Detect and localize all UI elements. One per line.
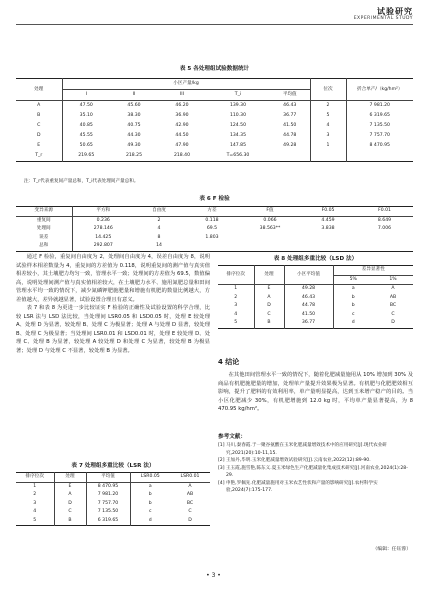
table8-cell: 2 — [218, 294, 254, 303]
table6-header-cell: 方差 — [184, 207, 240, 217]
table6-header-cell: F0.01 — [356, 207, 413, 217]
table-row — [16, 500, 210, 509]
table5-note: 注：T_r代表重复间产量总和，T_i代表处理间产量总和。 — [24, 179, 139, 184]
table7-header-cell: LSR0.01 — [170, 473, 210, 483]
table6-cell: 0.066 — [263, 217, 277, 223]
table6-cell: 处理间 — [16, 225, 72, 234]
journal-section-title-en: EXPERIMENTAL STUDY — [353, 16, 413, 21]
table-row — [218, 311, 413, 320]
table8-cell: 3 — [218, 302, 254, 311]
table8-cell: 36.77 — [284, 319, 333, 328]
reference-item: [4] 申艳,罗佩先.化肥减量施用对玉米农艺性状和产量的影响研究[J].农村科学实验,2024(7):175-177. — [218, 480, 378, 493]
table7 — [16, 472, 210, 526]
table7-cell: E — [54, 482, 86, 491]
table7-header-cell: 平均值 — [86, 473, 130, 483]
table-row — [16, 234, 413, 243]
table6-cell: 7.006 — [377, 226, 392, 231]
table5-cell: 218.25 — [125, 153, 143, 158]
table7-cell: d — [148, 517, 152, 523]
table5-cell: 47.90 — [175, 143, 189, 148]
table7-cell: 2 — [16, 491, 54, 500]
table5-cell: 7 757.70 — [369, 133, 390, 138]
reference-item: [1] 马川,秦春霞.于一聚谷氨酸在玉米化肥减量增效技术中的应用研究[J].现代农业研究,2021(20):10-11,15. — [218, 443, 387, 456]
table5-header-cell: III — [158, 90, 206, 101]
table7-cell: 6 319.65 — [86, 517, 130, 526]
table7-caption: 表 7 处理组多重比较（LSR 法） — [71, 463, 155, 469]
table6-cell: 292.807 — [93, 243, 113, 248]
table-row — [16, 141, 413, 151]
table7-header-cell: 处理 — [54, 473, 86, 483]
table5-cell: 110.30 — [229, 113, 247, 118]
table6-cell — [240, 234, 300, 243]
table5 — [16, 78, 413, 162]
table-row — [16, 482, 210, 491]
table7-cell: C — [188, 509, 192, 514]
table6 — [16, 206, 413, 252]
table7-cell: 7 981.20 — [86, 491, 130, 500]
table7-cell: B — [54, 517, 86, 526]
table5-cell: 41.50 — [270, 121, 310, 131]
table7-cell: AB — [186, 492, 194, 497]
table6-cell: 14 — [156, 243, 162, 248]
table7-cell: BC — [186, 500, 194, 506]
table5-cell: 7 981.20 — [369, 103, 390, 108]
table-row — [16, 151, 413, 162]
table-row — [218, 294, 413, 303]
editor-note: （编辑：任钰蓉） — [372, 547, 411, 552]
table8-cell: C — [391, 311, 395, 317]
table5-cell: 42.90 — [175, 123, 189, 128]
table6-cell — [300, 234, 356, 243]
table8-cell: A — [254, 294, 284, 303]
table-row — [16, 101, 413, 112]
table8-cell: D — [254, 302, 284, 311]
table5-caption: 表 5 各处理组试验数据统计 — [179, 66, 250, 72]
table5-cell: 44.78 — [270, 131, 310, 141]
table6-cell: 3.838 — [321, 226, 335, 231]
reference-item: [2] 王加丹,毕明.玉米化肥减量增效试验研究[J].云南农业,2022(12):89-90. — [218, 458, 371, 463]
table6-cell: 1.803 — [205, 234, 219, 240]
table5-cell: D — [16, 131, 62, 141]
table8-header-cell: 5% — [333, 275, 373, 285]
table5-header-cell: 处理 — [16, 79, 62, 101]
table5-cell: 7 135.50 — [369, 123, 390, 128]
page-number: • 3 • — [206, 572, 221, 579]
table8-cell: 1 — [218, 285, 254, 294]
table5-cell: C — [16, 121, 62, 131]
table5-header-cell: T_i — [206, 90, 270, 101]
table8-caption: 表 8 处理组多重比较（LSD 法） — [273, 256, 358, 262]
table8-cell: 4 — [218, 311, 254, 320]
table5-cell — [310, 151, 346, 162]
table7-cell: D — [54, 500, 86, 509]
table-row — [16, 216, 413, 225]
table8-cell: c — [351, 311, 355, 317]
table6-cell: 2 — [157, 217, 161, 223]
paragraph: 通过 F 检验，重复间自由度为 2，处理间自由度为 4，误差自由度为 8，说明试验样本相差数量为 4，重复间的方差值为 0.118，说明重复间的测产值与真实值相差较小，其土壤肥力均匀一致，管理水平一致；处理间的方差值为 69.5，数值偏高，说明处理间测产值与真实值相差较大，在土壤肥力水平、施用氮肥总量和田间管理水平均一致的情况下，减少氮磷钾肥施肥量和增施有机肥的数量比例越大，方差值越大，差异就越显著，试验设置合理且有意义。 — [16, 254, 210, 303]
table5-cell: 147.85 — [229, 143, 247, 148]
table7-cell: D — [188, 517, 192, 523]
table6-cell: 总和 — [16, 242, 72, 251]
table5-cell: 1 — [310, 141, 346, 151]
table8-cell: 46.43 — [284, 294, 333, 303]
table7-cell: 4 — [16, 508, 54, 517]
table8-cell: d — [351, 320, 355, 325]
table6-cell: 4.459 — [321, 217, 335, 223]
table5-cell: 2 — [310, 101, 346, 112]
table8-group-header: 差异显著性 — [333, 266, 413, 276]
table5-header-cell: 折合单产/（kg/hm²） — [346, 79, 413, 101]
table5-cell: 134.35 — [229, 133, 247, 138]
table5-header-cell: 位次 — [310, 79, 346, 101]
table5-header-cell: 平均值 — [270, 90, 310, 101]
table-row — [16, 508, 210, 517]
table5-cell: 219.65 — [78, 153, 95, 158]
table7-header-cell: 排序位次 — [16, 473, 54, 483]
table7-cell: 5 — [16, 517, 54, 526]
table5-cell: 4 — [310, 121, 346, 131]
table5-cell — [346, 151, 413, 162]
table-row — [16, 131, 413, 141]
table6-cell: 4 — [157, 226, 161, 231]
table6-cell: 38.563** — [259, 226, 281, 231]
table7-header-cell: LSR0.05 — [130, 473, 170, 483]
table6-cell: 8.649 — [377, 217, 392, 223]
table5-cell: 36.90 — [175, 113, 189, 118]
table5-cell: 3 — [310, 131, 346, 141]
table-row — [16, 225, 413, 234]
table7-cell: 3 — [16, 500, 54, 509]
table5-cell: 50.65 — [79, 143, 93, 148]
table5-cell — [270, 151, 310, 162]
table6-header-cell: F值 — [240, 207, 300, 217]
table5-cell: 5 — [310, 111, 346, 121]
table5-cell: A — [16, 101, 62, 112]
table5-header-cell: I — [62, 90, 110, 101]
table7-cell: A — [188, 483, 192, 489]
table-row — [16, 242, 413, 251]
table5-cell: 8 470.95 — [369, 143, 390, 148]
table8-cell: C — [254, 311, 284, 320]
table8-cell: b — [351, 303, 355, 308]
table6-cell — [184, 242, 240, 251]
table7-cell: 1 — [16, 482, 54, 491]
table8-header-cell: 处理 — [254, 266, 284, 285]
table6-cell: 278.146 — [93, 226, 113, 231]
table5-cell: 35.10 — [79, 113, 93, 118]
table-row — [16, 111, 413, 121]
table6-cell: 8 — [157, 234, 161, 240]
table5-cell: 40.85 — [79, 123, 93, 128]
table5-cell: 38.30 — [127, 113, 141, 118]
table6-cell — [300, 242, 356, 251]
references-title: 参考文献： — [218, 434, 246, 440]
table5-cell: E — [16, 141, 62, 151]
table5-cell: 47.50 — [79, 103, 93, 108]
references-list — [218, 442, 413, 495]
table6-header-cell: 自由度 — [134, 207, 184, 217]
table8-cell: 41.50 — [284, 311, 333, 320]
section-title-conclusion: 4 结论 — [218, 358, 240, 366]
table6-cell: 重复间 — [16, 216, 72, 225]
table6-cell: 误差 — [16, 234, 72, 243]
table5-cell: B — [16, 111, 62, 121]
table-row — [218, 302, 413, 311]
table-row — [218, 319, 413, 328]
conclusion-text-block — [218, 371, 413, 414]
table8-cell: E — [254, 285, 284, 294]
table5-cell: 46.43 — [270, 101, 310, 112]
table5-cell: 45.60 — [127, 103, 141, 108]
table-row — [16, 517, 210, 526]
table5-cell: 46.20 — [175, 103, 189, 108]
table7-cell: 7 135.50 — [86, 508, 130, 517]
table6-cell: 69.5 — [206, 226, 218, 231]
paragraph: 表 7 和表 8 为更进一步比较证实 F 检验的正确性及试验设置的科学合理，比较 LSR 法与 LSD 法比较，当处理间 LSR0.05 和 LSD0.05 时，处理 E 较处理 A、处理 D 为显著，较处理 B、处理 C 为极显著；处理 A 与处理 D 显著，较处理 B、处理 C 为极显著；当处理间 LSR0.01 和 LSD0.01 时，处理 E 较处理 D、处理 C、处理 B 为显著，较处理 A 较处理 D 和处理 C 为显著，较处理 B 为极显著；处理 D 与处理 C 不显著，较处理 B 为显著。 — [16, 305, 210, 355]
table5-cell: 49.30 — [127, 143, 141, 148]
table5-cell: T=656.30 — [226, 153, 250, 158]
table8-cell: B — [254, 319, 284, 328]
table7-cell: A — [54, 491, 86, 500]
table5-cell: 44.30 — [127, 133, 141, 138]
table5-group-header: 小区产量/kg — [62, 79, 310, 90]
table7-cell: a — [148, 483, 152, 489]
table6-header-cell: 变异来源 — [16, 207, 72, 217]
table-row — [218, 285, 413, 294]
table6-header-cell: F0.05 — [300, 207, 356, 217]
conclusion-paragraph: 在其他田间管理水平一致的情况下，随着化肥减量施用从 10% 增加到 30% 及商品有机肥施肥量的增加，处理单产量提升效果极为显著。有机肥与化肥肥效相互影响，提升了肥料的有效利用率，单产量明显提高，达到玉米增产稳产的目的。当小区化肥减少 30%，有机肥增施到 12.0 kg 时，平均单产量显著提高，为 8 470.95 kg/hm²。 — [218, 372, 413, 413]
table5-cell: 49.28 — [270, 141, 310, 151]
table6-cell: 14.425 — [95, 234, 112, 240]
table6-cell: 0.236 — [96, 217, 110, 223]
table-row — [16, 121, 413, 131]
table8-header-cell: 1% — [373, 275, 413, 285]
left-body-text — [16, 253, 210, 356]
table8-cell: 44.78 — [284, 302, 333, 311]
table5-cell: 40.75 — [127, 123, 141, 128]
table5-cell: 36.77 — [270, 111, 310, 121]
table8 — [218, 265, 413, 329]
table7-cell: b — [148, 492, 152, 497]
table8-cell: a — [351, 286, 355, 291]
table8-cell: AB — [389, 294, 397, 300]
table8-cell: 49.28 — [284, 285, 333, 294]
table5-cell: T_r — [16, 151, 62, 162]
table8-cell: BC — [389, 303, 397, 308]
table5-header-cell: II — [110, 90, 158, 101]
table6-caption: 表 6 F 检验 — [199, 196, 230, 202]
table7-cell: c — [148, 509, 152, 514]
table8-cell: D — [391, 320, 395, 325]
table5-cell: 124.50 — [229, 123, 247, 128]
table6-cell — [240, 242, 300, 251]
table5-cell: 45.55 — [79, 133, 93, 138]
table5-cell: 6 319.65 — [369, 113, 390, 118]
table7-cell: 7 757.70 — [86, 500, 130, 509]
table7-cell: 8 470.95 — [86, 482, 130, 491]
table8-header-cell: 排序位次 — [218, 266, 254, 285]
table6-cell: 0.118 — [205, 217, 219, 223]
table7-cell: b — [148, 500, 152, 506]
table8-cell: A — [391, 286, 395, 291]
table8-cell: b — [351, 294, 355, 300]
table-row — [16, 491, 210, 500]
table5-cell: 218.40 — [173, 153, 191, 158]
table6-cell — [356, 234, 413, 243]
table6-header-cell: 平方和 — [72, 207, 134, 217]
reference-item: [3] 王玉霞,施雪艳,陈东义.夏玉米绿色生产化肥减量化集成技术研究[J].河南农业,2024(1):28-29. — [218, 465, 408, 478]
table8-cell: 5 — [218, 319, 254, 328]
table6-cell — [356, 242, 413, 251]
header-rule — [16, 24, 413, 25]
table5-cell: 139.30 — [229, 103, 247, 108]
journal-section-title: 试验研究 — [377, 7, 413, 16]
table5-cell: 44.50 — [175, 133, 189, 138]
table7-cell: C — [54, 508, 86, 517]
table8-header-cell: 小区平均值 — [284, 266, 333, 285]
